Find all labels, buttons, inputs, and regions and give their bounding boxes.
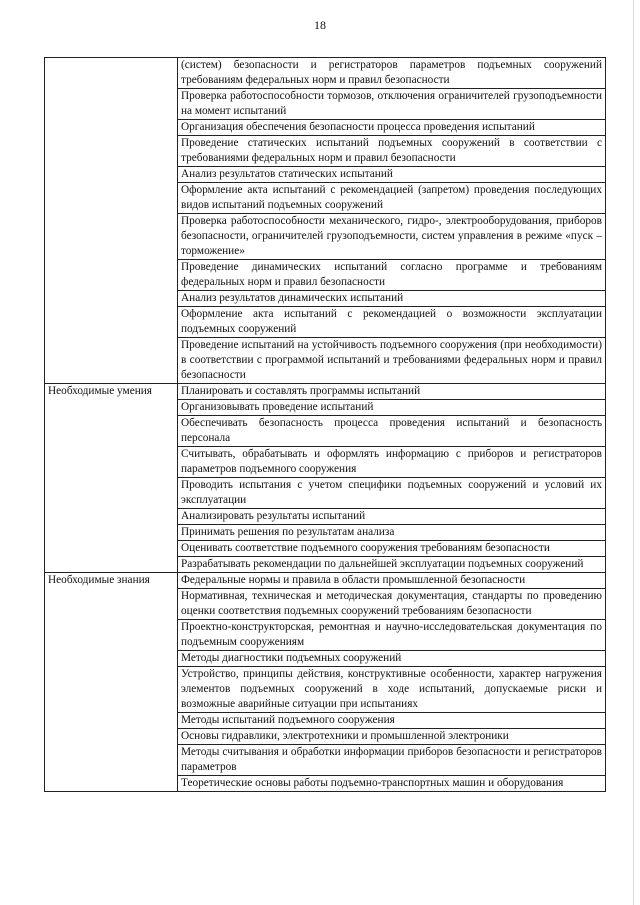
table-cell-item: Методы испытаний подъемного сооружения xyxy=(178,713,606,729)
table-cell-item: Принимать решения по результатам анализа xyxy=(178,525,606,541)
table-cell-item: Планировать и составлять программы испытаний xyxy=(178,384,606,400)
table-row xyxy=(45,573,606,589)
table-cell-item: Организовывать проведение испытаний xyxy=(178,400,606,416)
section-label: Необходимые умения xyxy=(45,384,178,573)
table-cell-item: Оценивать соответствие подъемного сооружения требованиям безопасности xyxy=(178,541,606,557)
table-cell-item: Проверка работоспособности тормозов, отключения ограничителей грузоподъемности на момент испытаний xyxy=(178,89,606,120)
section-label: Необходимые знания xyxy=(45,573,178,792)
table-row xyxy=(45,58,606,89)
table-cell-item: (систем) безопасности и регистраторов параметров подъемных сооружений требованиям федеральных норм и правил безопасности xyxy=(178,58,606,89)
table-cell-item: Анализ результатов динамических испытаний xyxy=(178,291,606,307)
page-number: 18 xyxy=(314,18,326,32)
table-cell-item: Проводить испытания с учетом специфики подъемных сооружений и условий их эксплуатации xyxy=(178,478,606,509)
competency-table xyxy=(44,57,606,792)
table-cell-item: Считывать, обрабатывать и оформлять информацию с приборов и регистраторов параметров подъемного сооружения xyxy=(178,447,606,478)
table-cell-item: Федеральные нормы и правила в области промышленной безопасности xyxy=(178,573,606,589)
table-cell-item: Методы считывания и обработки информации приборов безопасности и регистраторов параметров xyxy=(178,745,606,776)
table-cell-item: Разрабатывать рекомендации по дальнейшей эксплуатации подъемных сооружений xyxy=(178,557,606,573)
table-cell-item: Оформление акта испытаний с рекомендацией о возможности эксплуатации подъемных сооружений xyxy=(178,307,606,338)
table-cell-item: Проектно-конструкторская, ремонтная и научно-исследовательская документация по подъемным сооружениям xyxy=(178,620,606,651)
competency-table-body xyxy=(45,58,606,792)
table-cell-item: Анализ результатов статических испытаний xyxy=(178,167,606,183)
table-cell-item: Анализировать результаты испытаний xyxy=(178,509,606,525)
table-cell-item: Проверка работоспособности механического, гидро-, электрооборудования, приборов безопасности, ограничителей грузоподъемности, систем управления в режиме «пуск – торможение» xyxy=(178,214,606,260)
table-cell-item: Оформление акта испытаний с рекомендацией (запретом) проведения последующих видов испытаний подъемных сооружений xyxy=(178,183,606,214)
table-cell-item: Методы диагностики подъемных сооружений xyxy=(178,651,606,667)
table-row xyxy=(45,384,606,400)
table-cell-item: Устройство, принципы действия, конструктивные особенности, характер нагружения элементов подъемных сооружений в ходе испытаний, допускаемые риски и возможные аварийные ситуации при испытаниях xyxy=(178,667,606,713)
table-cell-item: Обеспечивать безопасность процесса проведения испытаний и безопасность персонала xyxy=(178,416,606,447)
table-cell-item: Теоретические основы работы подъемно-транспортных машин и оборудования xyxy=(178,776,606,792)
table-cell-item: Нормативная, техническая и методическая документация, стандарты по проведению оценки соответствия подъемных сооружений требованиям безопасности xyxy=(178,589,606,620)
table-cell-item: Проведение динамических испытаний согласно программе и требованиям федеральных норм и правил безопасности xyxy=(178,260,606,291)
table-cell-item: Проведение испытаний на устойчивость подъемного сооружения (при необходимости) в соответствии с программой испытаний и требованиями федеральных норм и правил безопасности xyxy=(178,338,606,384)
scan-edge-line xyxy=(633,0,634,905)
table-cell-item: Проведение статических испытаний подъемных сооружений в соответствии с требованиями федеральных норм и правил безопасности xyxy=(178,136,606,167)
table-cell-item: Основы гидравлики, электротехники и промышленной электроники xyxy=(178,729,606,745)
section-label xyxy=(45,58,178,384)
table-cell-item: Организация обеспечения безопасности процесса проведения испытаний xyxy=(178,120,606,136)
